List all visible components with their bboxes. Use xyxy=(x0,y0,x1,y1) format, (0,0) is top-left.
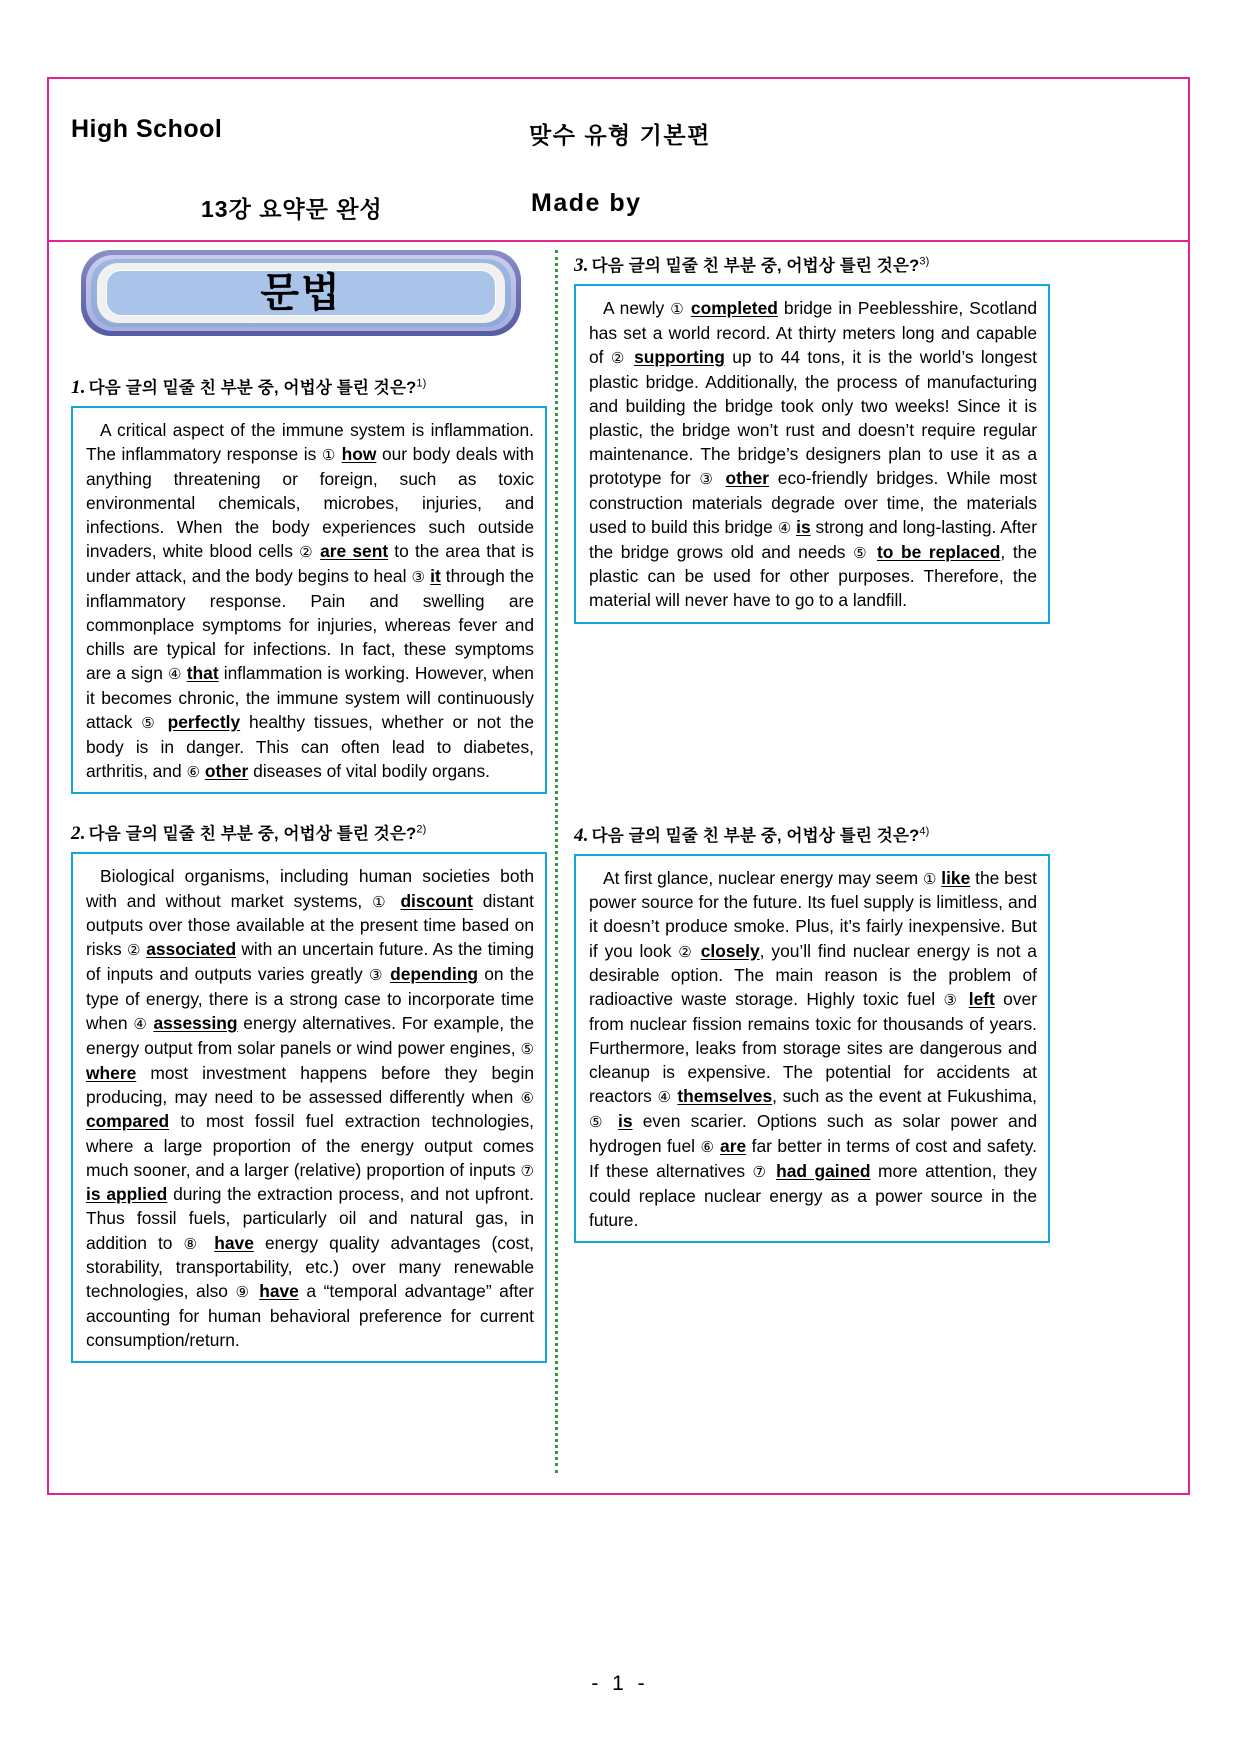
question-block-4 xyxy=(574,822,1050,1243)
question-4-number: 4. xyxy=(574,824,589,846)
section-title-plate xyxy=(81,250,521,336)
section-title-text: 문법 xyxy=(260,271,342,315)
question-4-passage: At first glance, nuclear energy may seem ① like the best power source for the future. Its fuel supply is limitless, and it doesn’t produce smoke. Plus, it’s fairly inexpensive. But if you look ② closely, you’ll find nuclear energy is not a desirable option. The main reason is the problem of radioactive waste storage. Highly toxic fuel ③ left over from nuclear fission remains toxic for thousands of years. Furthermore, leaks from storage sites are dangerous and cleanup is expensive. The potential for accidents at reactors ④ themselves, such as the event at Fukushima, ⑤ is even scarier. Options such as solar power and hydrogen fuel ⑥ are far better in terms of cost and safety. If these alternatives ⑦ had gained more attention, they could replace nuclear energy as a power source in the future. xyxy=(574,854,1050,1243)
question-4-footnote: 4) xyxy=(919,825,930,838)
made-by-label: Made by xyxy=(531,189,642,217)
question-2-footnote: 2) xyxy=(416,823,427,836)
question-block-1 xyxy=(71,374,547,794)
question-2-passage: Biological organisms, including human societies both with and without market systems, ① discount distant outputs over those available at the present time based on risks ② associated with an uncertain future. As the timing of inputs and outputs varies greatly ③ depending on the type of energy, there is a strong case to incorporate time when ④ assessing energy alternatives. For example, the energy output from solar panels or wind power engines, ⑤ where most investment happens before they begin producing, may need to be assessed differently when ⑥ compared to most fossil fuel extraction technologies, where a large proportion of the energy output comes much sooner, and a larger (relative) proportion of inputs ⑦ is applied during the extraction process, and not upfront. Thus fossil fuels, particularly oil and natural gas, in addition to ⑧ have energy quality advantages (cost, storability, transportability, etc.) over many renewable technologies, also ⑨ have a “temporal advantage” after accounting for human behavioral preference for current consumption/return. xyxy=(71,852,547,1363)
page-header xyxy=(49,79,1188,242)
question-3-number: 3. xyxy=(574,255,589,276)
question-1-prompt: 다음 글의 밑줄 친 부분 중, 어법상 틀린 것은? xyxy=(88,379,417,397)
question-3-passage: A newly ① completed bridge in Peeblesshire, Scotland has set a world record. At thirty meters long and capable of ② supporting up to 44 tons, it is the world’s longest plastic bridge. Additionally, the process of manufacturing and building the bridge took only two weeks! Since it is plastic, the bridge won’t rust and doesn’t require regular maintenance. The bridge’s designers plan to use it as a prototype for ③ other eco-friendly bridges. While most construction materials degrade over time, the materials used to build this bridge ④ is strong and long-lasting. After the bridge grows old and needs ⑤ to be replaced, the plastic can be used for other purposes. Therefore, the material will never have to go to a landfill. xyxy=(574,284,1050,624)
question-block-2 xyxy=(71,820,547,1363)
page-number: - 1 - xyxy=(591,1672,649,1695)
question-3-heading xyxy=(574,252,1050,277)
question-1-number: 1. xyxy=(71,377,86,398)
lesson-title: 13강 요약문 완성 xyxy=(201,196,383,222)
page-frame xyxy=(47,77,1190,1495)
question-1-passage: A critical aspect of the immune system is inflammation. The inflammatory response is ① how our body deals with anything threatening or foreign, such as toxic environmental chemicals, microbes, injuries, and infections. When the body experiences such outside invaders, white blood cells ② are sent to the area that is under attack, and the body begins to heal ③ it through the inflammatory response. Pain and swelling are commonplace symptoms for injuries, whereas fever and chills are typical for infections. In fact, these symptoms are a sign ④ that inflammation is working. However, when it becomes chronic, the immune system will continuously attack ⑤ perfectly healthy tissues, whether or not the body is in danger. This can often lead to diabetes, arthritis, and ⑥ other diseases of vital bodily organs. xyxy=(71,406,547,794)
question-block-3 xyxy=(574,252,1050,624)
left-column xyxy=(71,242,547,1363)
question-1-footnote: 1) xyxy=(416,377,427,390)
right-column xyxy=(574,242,1050,1243)
page-body xyxy=(49,242,1188,1493)
question-2-prompt: 다음 글의 밑줄 친 부분 중, 어법상 틀린 것은? xyxy=(88,825,417,844)
school-label: High School xyxy=(71,115,223,143)
question-2-heading xyxy=(71,820,547,845)
question-3-footnote: 3) xyxy=(919,255,930,268)
question-4-prompt: 다음 글의 밑줄 친 부분 중, 어법상 틀린 것은? xyxy=(591,826,920,845)
book-title: 맞수 유형 기본편 xyxy=(529,122,711,148)
question-4-heading xyxy=(574,822,1050,847)
column-divider xyxy=(555,250,558,1473)
question-2-number: 2. xyxy=(71,823,86,845)
column-spacer xyxy=(574,624,1050,796)
question-1-heading xyxy=(71,374,547,399)
question-3-prompt: 다음 글의 밑줄 친 부분 중, 어법상 틀린 것은? xyxy=(591,257,920,275)
